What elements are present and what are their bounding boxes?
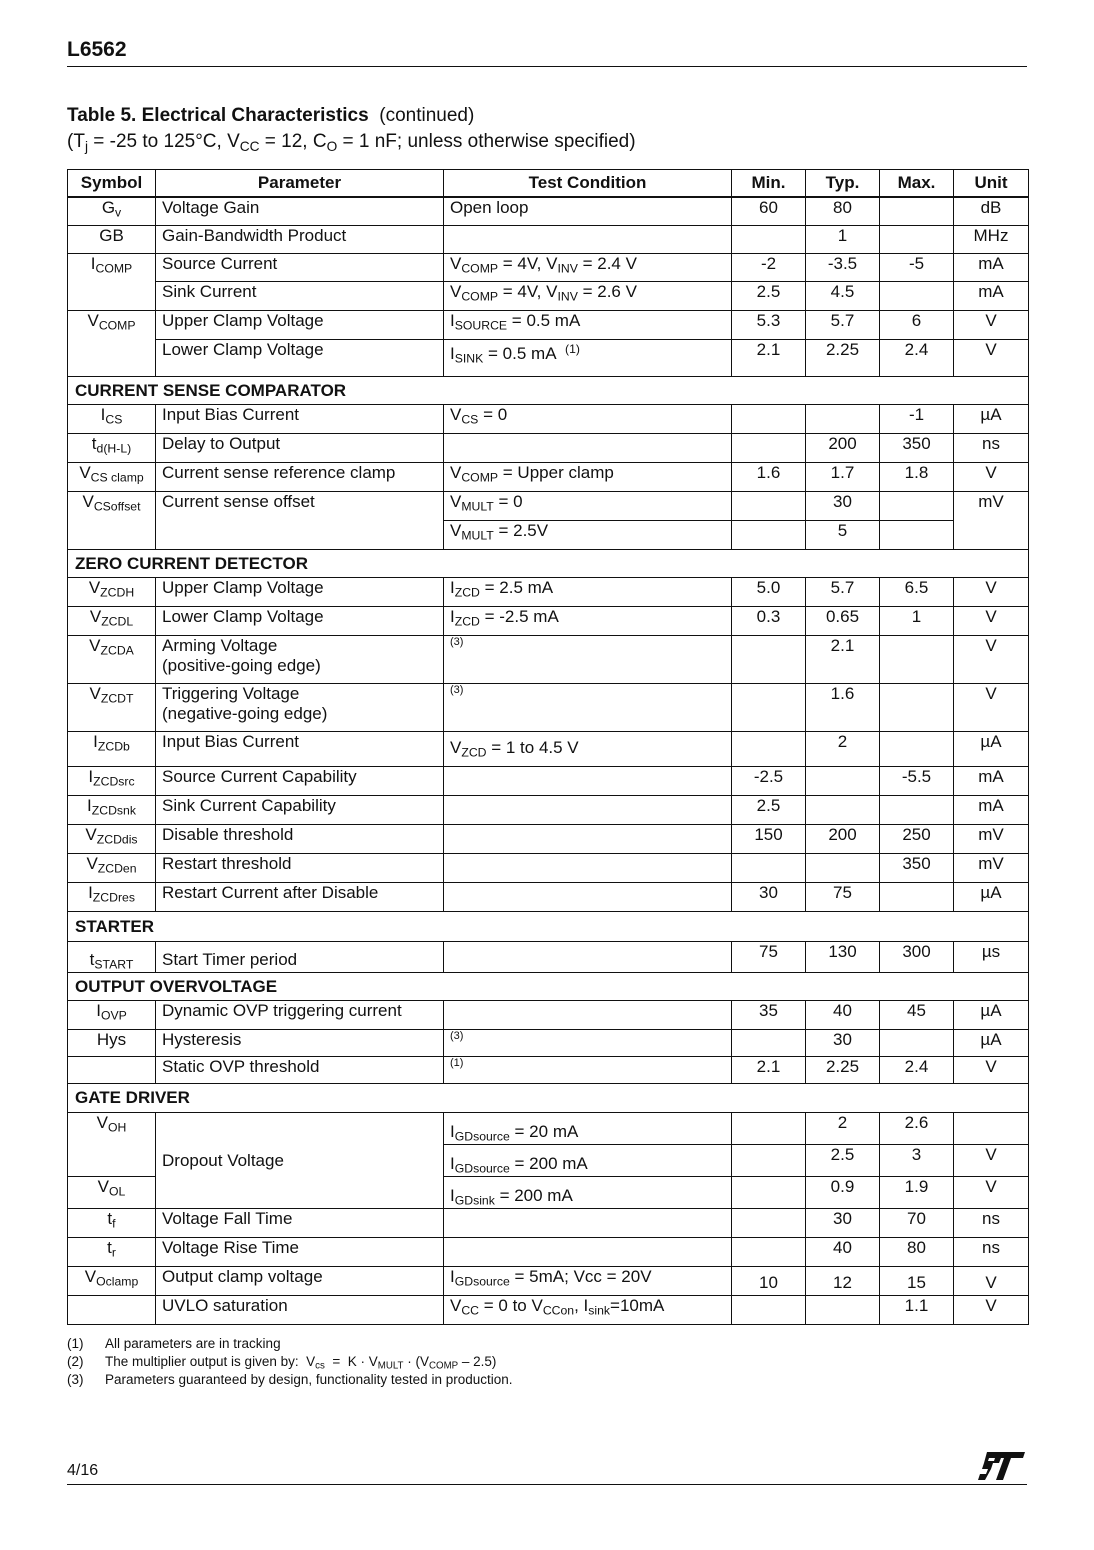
electrical-characteristics-table	[67, 169, 1029, 1325]
table-row: Static OVP threshold $^{(1)}$ 2.1 2.25 2.4 V	[68, 1057, 1029, 1084]
col-header-symbol: Symbol	[68, 170, 156, 197]
table-row: $V_{ZCDT}$ Triggering Voltage (negative-going edge) $^{(3)}$ 1.6 V	[68, 684, 1029, 732]
col-header-test-condition: Test Condition	[444, 170, 732, 197]
col-header-unit: Unit	[954, 170, 1029, 197]
section-gate-driver: GATE DRIVER	[68, 1084, 1029, 1113]
table-row: GB Gain-Bandwidth Product 1 MHz	[68, 226, 1029, 254]
table-row: $I_{ZCDres}$ Restart Current after Disable 30 75 µA	[68, 883, 1029, 912]
symbol-cell: $G_v$	[68, 197, 156, 226]
table-row: $G_v$ Voltage Gain Open loop 60 80 dB	[68, 197, 1029, 226]
table-row: $V_{ZCDen}$ Restart threshold 350 mV	[68, 854, 1029, 883]
table-title: Table 5. Electrical Characteristics (continued)	[67, 105, 475, 126]
table-row: $V_{OL}$ $I_{GDsink} = 200$ mA 0.9 1.9 V	[68, 1177, 1029, 1209]
header-rule	[67, 66, 1027, 67]
section-output-overvoltage: OUTPUT OVERVOLTAGE	[68, 973, 1029, 1001]
footer-rule	[67, 1484, 1027, 1485]
footnotes	[67, 1335, 513, 1389]
table-header-row	[68, 170, 1029, 197]
table-row: $I_{OVP}$ Dynamic OVP triggering current 35 40 45 µA	[68, 1001, 1029, 1030]
col-header-typ: Typ.	[806, 170, 880, 197]
table-row: $I_{CS}$ Input Bias Current $V_{CS} = 0$ -1 µA	[68, 405, 1029, 434]
table-row: $V_{Oclamp}$ Output clamp voltage $I_{GDsource} = 5mA$; Vcc = 20V 10 12 15 V	[68, 1267, 1029, 1296]
section-row	[68, 973, 1029, 1001]
table-row: Hys Hysteresis $^{(3)}$ 30 µA	[68, 1030, 1029, 1057]
table-row: $t_{d(H-L)}$ Delay to Output 200 350 ns	[68, 434, 1029, 463]
table-row: $V_{MULT} = 2.5V$ 5	[68, 521, 1029, 550]
col-header-min: Min.	[732, 170, 806, 197]
table-row: $I_{ZCDb}$ Input Bias Current $V_{ZCD} = 1$ to 4.5 V 2 µA	[68, 732, 1029, 767]
section-row	[68, 912, 1029, 942]
table-row: UVLO saturation $V_{CC} = 0$ to $V_{CCon}$, $I_{sink}=10mA$ 1.1 V	[68, 1296, 1029, 1325]
table-row: $t_{START}$ Start Timer period 75 130 300 µs	[68, 942, 1029, 973]
section-row	[68, 377, 1029, 405]
symbol-cell: $I_{COMP}$	[68, 254, 156, 311]
table-row: $V_{ZCDA}$ Arming Voltage (positive-going edge) $^{(3)}$ 2.1 V	[68, 636, 1029, 684]
table-row: $I_{ZCDsrc}$ Source Current Capability -2.5 -5.5 mA	[68, 767, 1029, 796]
section-row	[68, 550, 1029, 578]
document-title: L6562	[67, 38, 127, 61]
section-starter: STARTER	[68, 912, 1029, 942]
table-row: $V_{ZCDH}$ Upper Clamp Voltage $I_{ZCD} = 2.5$ mA 5.0 5.7 6.5 V	[68, 578, 1029, 607]
table-row: Lower Clamp Voltage $I_{SINK} = 0.5$ mA $^{(1)}$ 2.1 2.25 2.4 V	[68, 340, 1029, 377]
footnote: (2) The multiplier output is given by: $V_{cs} = K \cdot V_{MULT} \cdot (V_{COMP} - 2.5)$	[67, 1354, 497, 1372]
table-row: $V_{COMP}$ Upper Clamp Voltage $I_{SOURCE} = 0.5$ mA 5.3 5.7 6 V	[68, 311, 1029, 340]
symbol-cell: $V_{COMP}$	[68, 311, 156, 377]
footnote: (3) Parameters guaranteed by design, functionality tested in production.	[67, 1372, 513, 1387]
section-current-sense: CURRENT SENSE COMPARATOR	[68, 377, 1029, 405]
table-row: $I_{COMP}$ Source Current $V_{COMP} = 4V$, $V_{INV} = 2.4$ V -2 -3.5 -5 mA	[68, 254, 1029, 282]
page-number: 4/16	[67, 1462, 99, 1479]
footnote: (1) All parameters are in tracking	[67, 1336, 281, 1351]
table-conditions: ($T_j = -25$ to 125°C, $V_{CC} = 12$, $C_O = 1$ nF; unless otherwise specified)	[67, 131, 636, 154]
section-row	[68, 1084, 1029, 1113]
table-row: $V_{CS clamp}$ Current sense reference clamp $V_{COMP}$ = Upper clamp 1.6 1.7 1.8 V	[68, 463, 1029, 492]
table-row: $I_{GDsource} = 200$ mA 2.5 3 V	[68, 1145, 1029, 1177]
table-row: Sink Current $V_{COMP} = 4V$, $V_{INV} = 2.6$ V 2.5 4.5 mA	[68, 282, 1029, 311]
col-header-max: Max.	[880, 170, 954, 197]
table-row: $V_{ZCDL}$ Lower Clamp Voltage $I_{ZCD} = -2.5$ mA 0.3 0.65 1 V	[68, 607, 1029, 636]
table-row: $V_{OH}$ Dropout Voltage $I_{GDsource} = 20$ mA 2 2.6	[68, 1113, 1029, 1145]
table-row: $I_{ZCDsnk}$ Sink Current Capability 2.5 mA	[68, 796, 1029, 825]
table-row: $V_{ZCDdis}$ Disable threshold 150 200 250 mV	[68, 825, 1029, 854]
table-row: $t_f$ Voltage Fall Time 30 70 ns	[68, 1209, 1029, 1238]
table-row: $t_r$ Voltage Rise Time 40 80 ns	[68, 1238, 1029, 1267]
section-zero-current: ZERO CURRENT DETECTOR	[68, 550, 1029, 578]
table-row: $V_{CSoffset}$ Current sense offset $V_{MULT} = 0$ 30 mV	[68, 492, 1029, 521]
col-header-parameter: Parameter	[156, 170, 444, 197]
st-logo-icon	[977, 1450, 1027, 1482]
